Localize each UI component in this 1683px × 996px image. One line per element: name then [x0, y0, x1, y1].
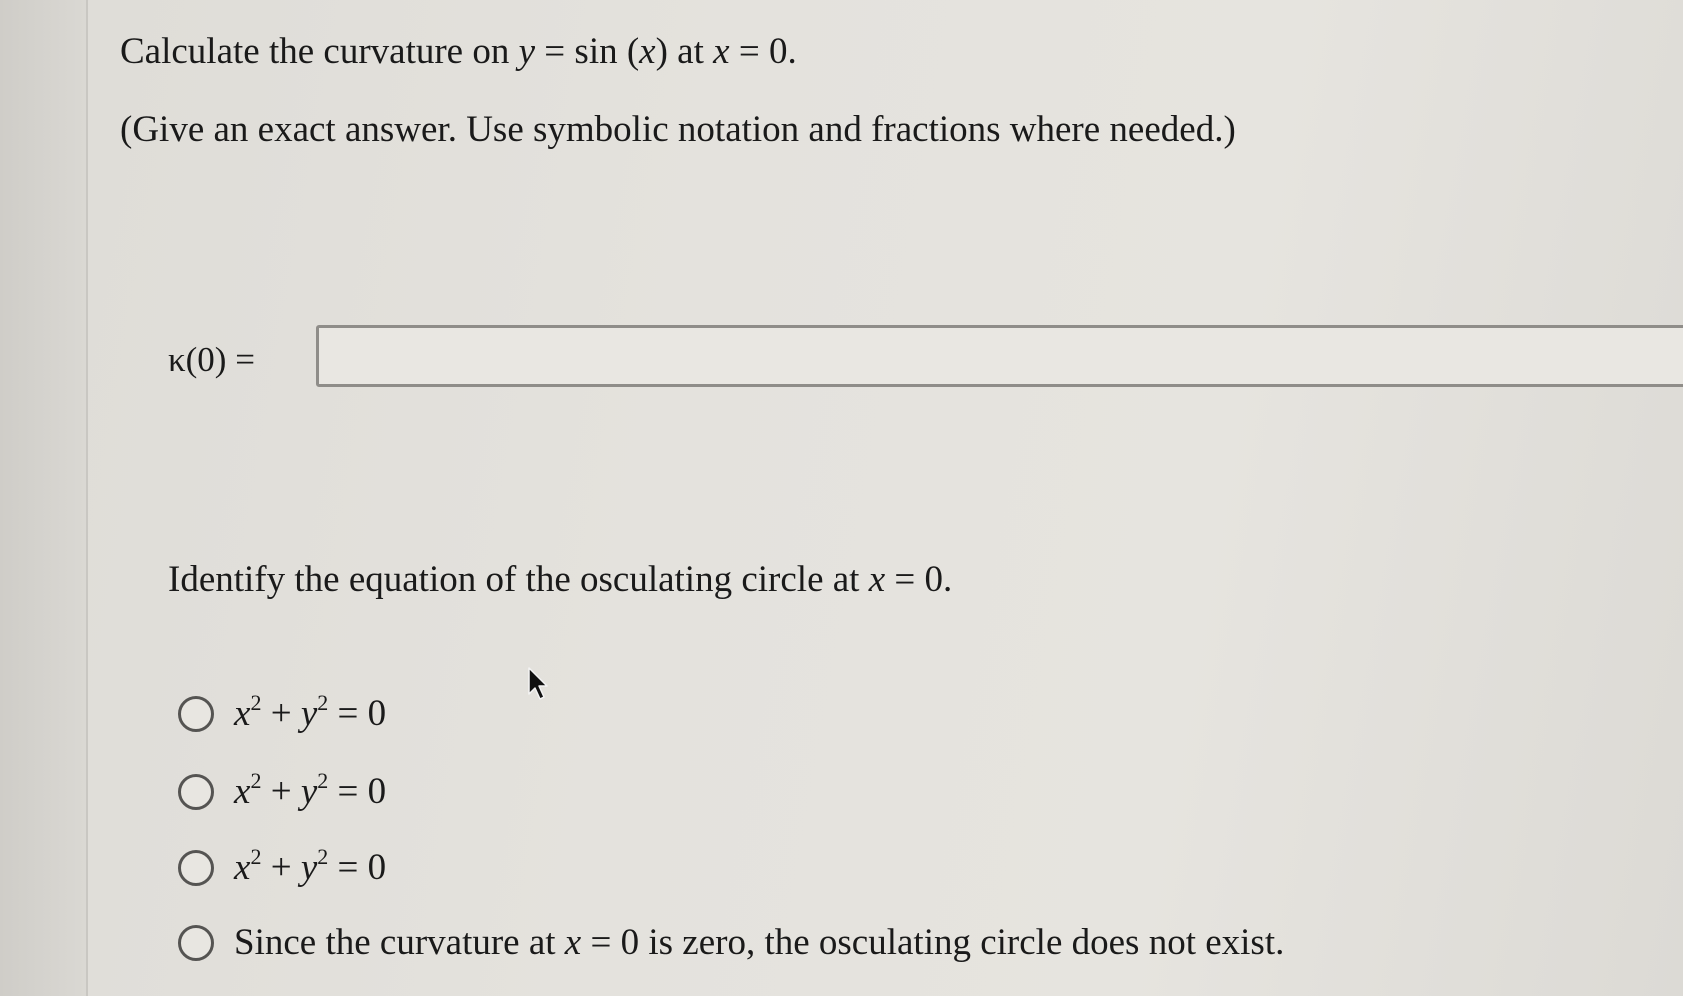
left-margin-panel [0, 0, 88, 996]
curvature-answer-input[interactable] [316, 325, 1683, 387]
radio-button-option-2[interactable] [178, 774, 214, 810]
question-title: Calculate the curvature on y = sin (x) at x = 0. [120, 31, 797, 72]
option-4-label: Since the curvature at x = 0 is zero, the osculating circle does not exist. [234, 922, 1285, 963]
radio-button-option-1[interactable] [178, 696, 214, 732]
mouse-pointer-icon [527, 666, 553, 702]
curvature-label: κ(0) = [168, 340, 255, 379]
osculating-question: Identify the equation of the osculating circle at x = 0. [168, 559, 953, 600]
radio-button-option-4[interactable] [178, 925, 214, 961]
option-3[interactable] [178, 846, 386, 889]
answer-instructions: (Give an exact answer. Use symbolic notation and fractions where needed.) [120, 109, 1236, 150]
option-3-label: $x^2 + y^2 = 0$ [234, 844, 387, 888]
option-1[interactable] [178, 692, 386, 735]
option-2[interactable] [178, 770, 386, 813]
option-1-label: $x^2 + y^2 = 0$ [234, 690, 387, 734]
option-2-label: $x^2 + y^2 = 0$ [234, 768, 387, 812]
radio-button-option-3[interactable] [178, 850, 214, 886]
option-4[interactable] [178, 921, 1284, 964]
